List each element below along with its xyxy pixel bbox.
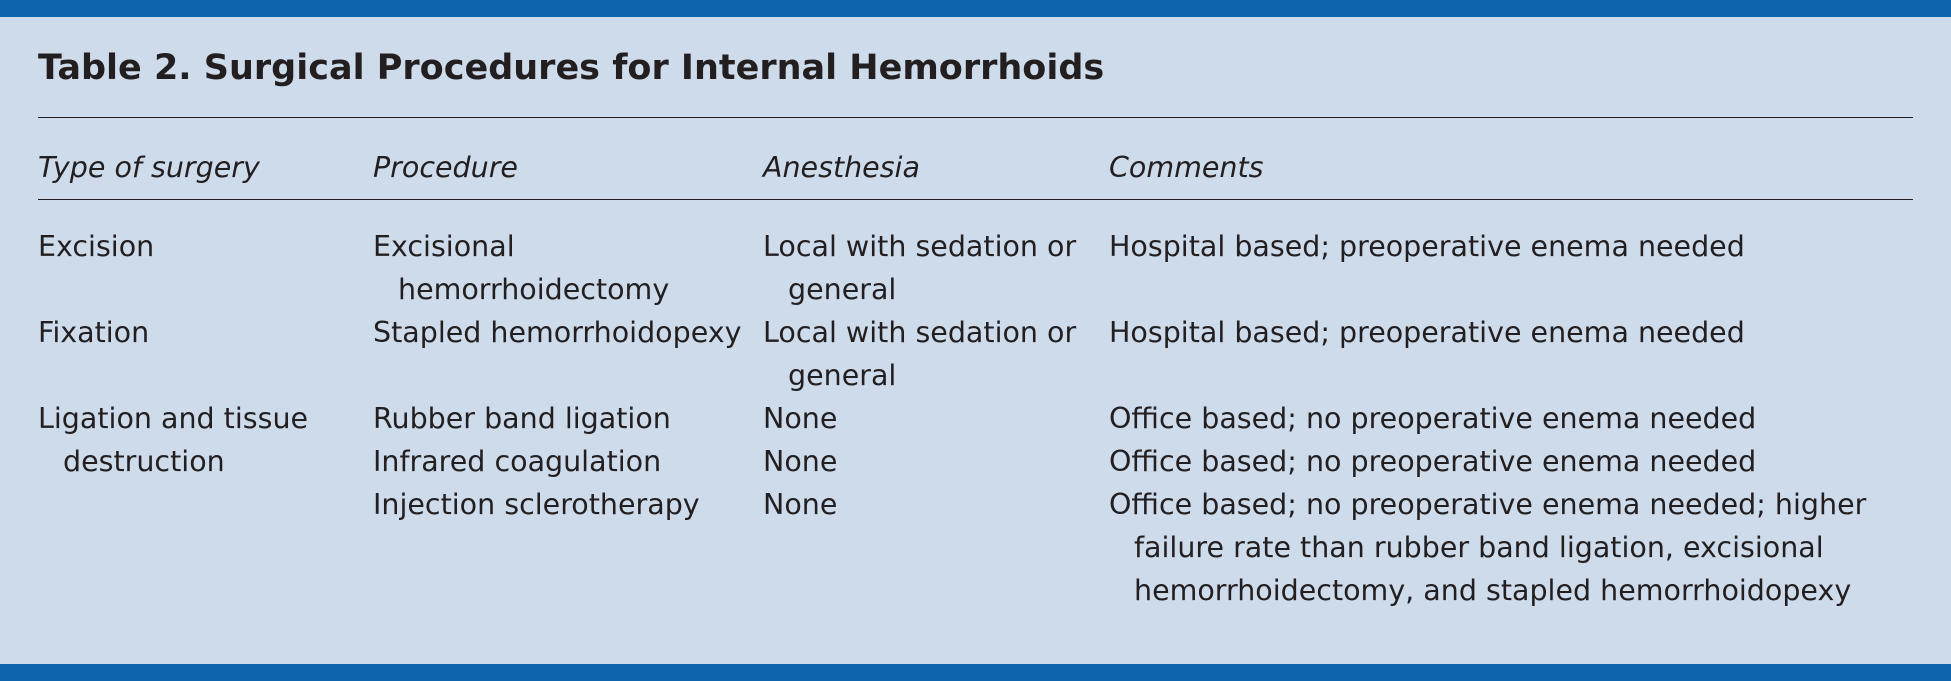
type-cell: Ligation and tissue destruction	[38, 402, 309, 478]
table-row	[38, 199, 1918, 311]
anesthesia-cell: Local with sedation or general	[763, 316, 1077, 392]
table-header-row	[38, 146, 1918, 199]
table-row	[38, 311, 1918, 397]
procedure-cell: Stapled hemorrhoidopexy	[373, 316, 742, 349]
procedure-cell: Infrared coagulation	[373, 445, 662, 478]
comments-cell: Hospital based; preoperative enema needed	[1109, 230, 1745, 263]
comments-cell: Hospital based; preoperative enema needed	[1109, 316, 1745, 349]
column-header-anesthesia: Anesthesia	[763, 151, 920, 184]
comments-cell: Office based; no preoperative enema needed	[1109, 445, 1757, 478]
procedures-table	[38, 146, 1918, 612]
title-rule	[38, 117, 1913, 118]
column-header-type: Type of surgery	[38, 151, 260, 184]
column-header-comments: Comments	[1109, 151, 1264, 184]
anesthesia-cell: None	[763, 402, 838, 435]
anesthesia-cell: Local with sedation or general	[763, 230, 1077, 306]
procedure-cell: Rubber band ligation	[373, 402, 671, 435]
comments-cell: Office based; no preoperative enema needed; higher failure rate than rubber band ligation, excisional hemorrhoidectomy, and stapled hemorrhoidopexy	[1109, 488, 1867, 607]
top-border-band	[0, 0, 1951, 17]
anesthesia-cell: None	[763, 488, 838, 521]
bottom-border-band	[0, 664, 1951, 681]
type-cell: Excision	[38, 230, 155, 263]
comments-cell: Office based; no preoperative enema needed	[1109, 402, 1757, 435]
column-header-procedure: Procedure	[373, 151, 518, 184]
anesthesia-cell: None	[763, 445, 838, 478]
table-title: Table 2. Surgical Procedures for Internal Hemorrhoids	[38, 48, 1105, 88]
procedure-cell: Injection sclerotherapy	[373, 488, 700, 521]
table-row	[38, 397, 1918, 440]
procedure-cell: Excisional hemorrhoidectomy	[373, 230, 670, 306]
type-cell: Fixation	[38, 316, 150, 349]
